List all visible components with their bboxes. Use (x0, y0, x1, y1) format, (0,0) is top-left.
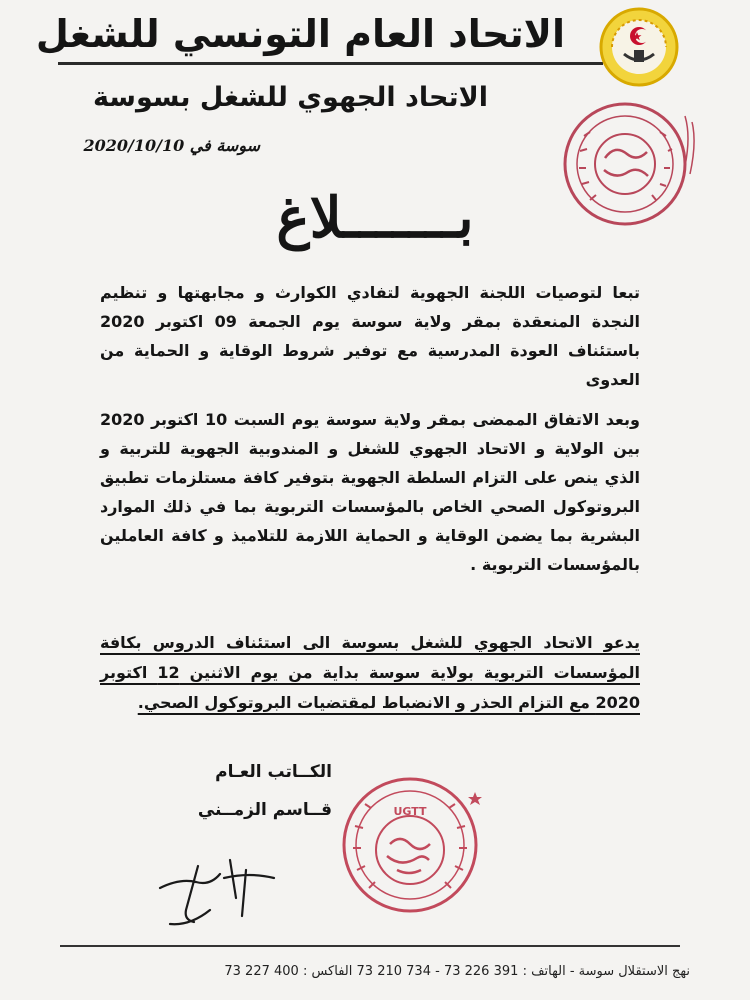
footer-divider (60, 945, 680, 947)
organization-title: الاتحاد العام التونسي للشغل (35, 12, 565, 56)
notice-title: بـــــــلاغ (276, 185, 474, 251)
notice-paragraph-1: تبعا لتوصيات اللجنة الجهوية لتفادي الكوارث و مجابهتها و تنظيم النجدة المنعقدة بمقر ولاية سوسة يوم الجمعة 09 اكتوبر 2020 باستئناف العودة المدرسية مع توفير شروط الوقاية و الحماية من العدوى (100, 283, 640, 389)
regional-union-title: الاتحاد الجهوي للشغل بسوسة (93, 82, 488, 113)
ugtt-logo-icon (598, 6, 680, 88)
footer-contact-info: نهج الاستقلال سوسة - الهاتف : 391 226 73 - 734 210 73 الفاكس : 400 227 73 (224, 964, 690, 979)
notice-call-to-action: يدعو الاتحاد الجهوي للشغل بسوسة الى استئناف الدروس بكافة المؤسسات التربوية بولاية سوسة بداية من يوم الاثنين 12 اكتوبر 2020 مع التزام الحذر و الانضباط لمقتضيات البروتوكول الصحي. (100, 633, 640, 712)
notice-paragraph-2: وبعد الاتفاق الممضى بمقر ولاية سوسة يوم السبت 10 اكتوبر 2020 بين الولاية و الاتحاد الجهوي للشغل و المندوبية الجهوية للتربية و الذي ينص على التزام السلطة الجهوية بتوفير كافة مستلزمات تطبيق البروتوكول الصحي الخاص بالمؤسسات التربوية بما في ذلك الموارد البشرية بما يضمن الوقاية و الحماية اللازمة للتلاميذ و كافة العاملين بالمؤسسات التربوية . (100, 410, 640, 574)
document-date: سوسة في 2020/10/10 (83, 136, 260, 155)
signatory-name: قــاسم الزمــني (197, 800, 332, 820)
handwritten-signature-icon (150, 840, 300, 930)
stamp-ugtt-text: UGTT (393, 805, 427, 818)
header-divider (58, 62, 603, 65)
ugtt-regional-stamp-icon (335, 760, 495, 925)
signatory-role: الكــاتب العـام (215, 762, 332, 782)
